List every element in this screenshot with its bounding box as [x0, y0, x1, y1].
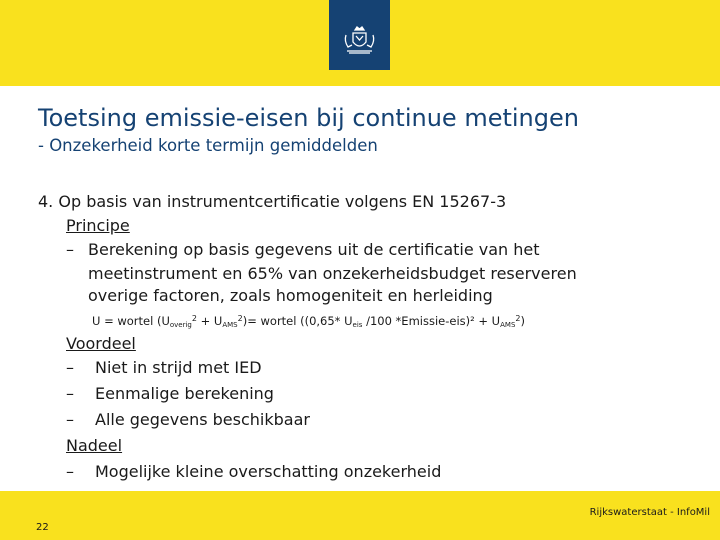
page-number: 22 [36, 522, 49, 533]
nadeel-label: Nadeel [66, 436, 123, 455]
principe-line-1: Berekening op basis gegevens uit de certificatie van het [88, 240, 540, 259]
nadeel-item: Mogelijke kleine overschatting onzekerheid [95, 462, 442, 481]
voordeel-label: Voordeel [66, 334, 136, 353]
voordeel-dash-3: – [66, 410, 74, 429]
footer-organization: Rijkswaterstaat - InfoMil [589, 507, 710, 518]
slide-subtitle: - Onzekerheid korte termijn gemiddelden [38, 136, 378, 155]
slide-title: Toetsing emissie-eisen bij continue metingen [38, 104, 579, 132]
voordeel-dash-1: – [66, 358, 74, 377]
uncertainty-formula: U = wortel $(U_{overig}^2 + U_{AMS}^2)=$ wortel ((0,65* $U_{eis}$ /100 *Emissie-eis)² + $U_{AMS}^2$) [92, 314, 525, 329]
nadeel-dash-1: – [66, 462, 74, 481]
voordeel-item: Eenmalige berekening [95, 384, 274, 403]
principe-line-3: overige factoren, zoals homogeniteit en herleiding [88, 286, 493, 305]
voordeel-dash-2: – [66, 384, 74, 403]
item-heading: 4. Op basis van instrumentcertificatie volgens EN 15267-3 [38, 192, 507, 211]
voordeel-item: Alle gegevens beschikbaar [95, 410, 310, 429]
principe-label: Principe [66, 216, 130, 235]
principe-line-2: meetinstrument en 65% van onzekerheidsbudget reserveren [88, 264, 577, 283]
voordeel-item: Niet in strijd met IED [95, 358, 262, 377]
principe-dash: – [66, 240, 74, 259]
